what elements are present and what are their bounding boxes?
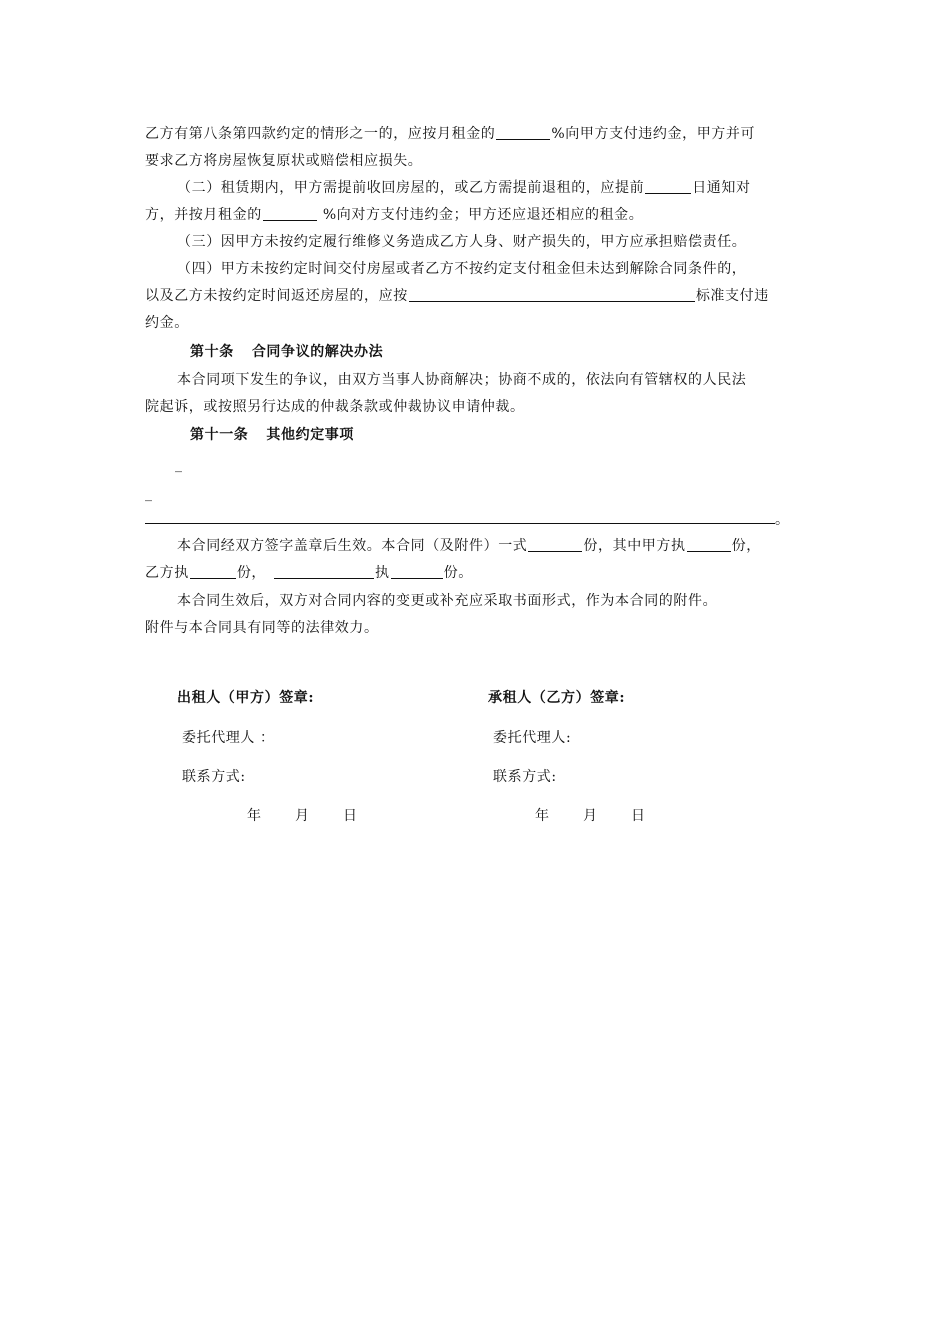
lessee-signature-title: 承租人（乙方）签章:	[488, 690, 626, 706]
clause9-item3: （三）因甲方未按约定履行维修义务造成乙方人身、财产损失的，甲方应承担赔偿责任。	[177, 234, 747, 250]
closing-line1-text-c: 份，	[731, 538, 761, 554]
clause9-item4-line1: （四）甲方未按约定时间交付房屋或者乙方不按约定支付租金但未达到解除合同条件的，	[177, 261, 747, 277]
item2-text-b: 日通知对	[692, 180, 751, 196]
item4-text-a: 以及乙方未按约定时间返还房屋的，应按	[145, 288, 408, 304]
copies-total-blank[interactable]	[528, 537, 582, 552]
closing-line4: 附件与本合同具有同等的法律效力。	[145, 620, 379, 636]
clause11-mark1[interactable]: _	[175, 457, 183, 473]
item2-line2-text-b: %向对方支付违约金；甲方还应退还相应的租金。	[317, 207, 644, 223]
clause9-item4-line2	[145, 286, 807, 306]
clause10-number: 第十条	[190, 344, 234, 360]
copies-lessee-blank[interactable]	[190, 564, 236, 579]
copies-lessor-blank[interactable]	[687, 537, 731, 552]
closing-line2-text-d: 份。	[443, 565, 473, 581]
clause9-item2-line2	[145, 205, 807, 225]
clause9-line1	[145, 124, 807, 144]
other-terms-blank-line[interactable]	[145, 523, 775, 524]
penalty-standard-blank[interactable]	[409, 287, 695, 302]
lessor-date-day: 日	[343, 808, 357, 824]
clause11-heading	[190, 425, 354, 445]
other-party-blank[interactable]	[274, 564, 374, 579]
lessor-signature-title: 出租人（甲方）签章:	[177, 690, 315, 706]
closing-line2-text-b: 份，	[236, 565, 267, 581]
penalty-percent-blank[interactable]	[496, 125, 550, 140]
item2-line2-text-a: 方，并按月租金的	[145, 207, 262, 223]
copies-other-blank[interactable]	[391, 564, 443, 579]
item2-text-a: （二）租赁期内，甲方需提前收回房屋的，或乙方需提前退租的，应提前	[177, 180, 645, 196]
closing-line1-text-b: 份，其中甲方执	[583, 538, 686, 554]
lessor-date	[247, 806, 357, 826]
closing-line1-text-a: 本合同经双方签字盖章后生效。本合同（及附件）一式	[177, 538, 528, 554]
lessee-date-day: 日	[631, 808, 645, 824]
clause9-line1-text-b: %向甲方支付违约金，甲方并可	[551, 126, 756, 142]
clause11-title: 其他约定事项	[266, 427, 355, 443]
closing-line3: 本合同生效后，双方对合同内容的变更或补充应采取书面形式，作为本合同的附件。	[177, 593, 718, 609]
lessor-agent-label: 委托代理人 ：	[182, 730, 275, 746]
clause9-item2-line1	[177, 178, 807, 198]
clause9-line2: 要求乙方将房屋恢复原状或赔偿相应损失。	[145, 153, 423, 169]
other-terms-end-mark: 。	[775, 512, 790, 528]
lessor-contact-label: 联系方式:	[182, 769, 246, 785]
notice-days-blank[interactable]	[645, 179, 691, 194]
lessee-contact-label: 联系方式:	[493, 769, 557, 785]
clause9-line1-text-a: 乙方有第八条第四款约定的情形之一的，应按月租金的	[145, 126, 496, 142]
clause10-line1: 本合同项下发生的争议，由双方当事人协商解决；协商不成的，依法向有管辖权的人民法	[177, 372, 747, 388]
lessee-date-month: 月	[583, 808, 597, 824]
clause10-title: 合同争议的解决办法	[251, 344, 384, 360]
clause10-line2: 院起诉，或按照另行达成的仲裁条款或仲裁协议申请仲裁。	[145, 399, 525, 415]
lessor-date-month: 月	[295, 808, 309, 824]
closing-line2-text-c: 执	[375, 565, 390, 581]
clause10-heading	[190, 342, 383, 362]
lessee-date	[535, 806, 645, 826]
closing-line1	[177, 536, 807, 556]
item4-text-b: 标准支付违	[695, 288, 769, 304]
lessee-agent-label: 委托代理人:	[493, 730, 572, 746]
closing-line2	[145, 563, 807, 583]
early-termination-percent-blank[interactable]	[263, 206, 317, 221]
clause9-item4-line3: 约金。	[145, 315, 189, 331]
lessor-date-year: 年	[247, 808, 261, 824]
lessee-date-year: 年	[535, 808, 549, 824]
clause11-number: 第十一条	[190, 427, 249, 443]
clause11-mark2[interactable]: _	[145, 486, 153, 502]
closing-line2-text-a: 乙方执	[145, 565, 189, 581]
